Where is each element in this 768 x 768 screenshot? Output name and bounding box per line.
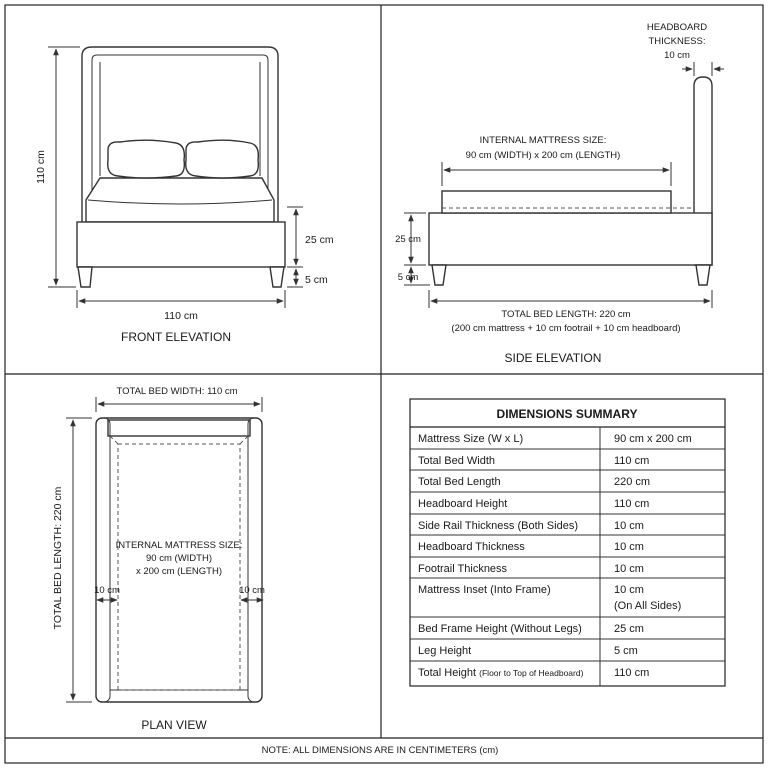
front-width-label: 110 cm	[164, 310, 198, 322]
pillow-left	[108, 140, 185, 178]
side-elevation	[395, 22, 724, 365]
plan-view	[52, 386, 265, 732]
side-elevation-title: SIDE ELEVATION	[504, 351, 602, 365]
front-elevation	[35, 47, 334, 344]
side-leg-right	[696, 265, 710, 285]
summary-row-value: 110 cm	[614, 667, 650, 679]
plan-mattress-label-2: 90 cm (WIDTH)	[146, 553, 212, 564]
summary-row-label: Side Rail Thickness (Both Sides)	[418, 520, 578, 532]
summary-row-value: 10 cm	[614, 541, 644, 553]
headboard-thickness-label-2: THICKNESS:	[648, 36, 706, 47]
summary-row-value: 25 cm	[614, 623, 644, 635]
summary-row-value: 5 cm	[614, 645, 638, 657]
plan-rail-right-label: 10 cm	[239, 585, 265, 596]
pillow-right	[186, 140, 259, 178]
front-elevation-title: FRONT ELEVATION	[120, 330, 232, 344]
summary-row-label: Footrail Thickness	[418, 563, 508, 575]
summary-row-value: 90 cm x 200 cm	[614, 433, 692, 445]
side-length-label-1: TOTAL BED LENGTH: 220 cm	[501, 309, 631, 320]
leg-left	[78, 267, 92, 287]
side-mattress-label-2: 90 cm (WIDTH) x 200 cm (LENGTH)	[465, 150, 621, 161]
summary-row-label: Mattress Inset (Into Frame)	[418, 584, 551, 596]
summary-row-value: 110 cm	[614, 498, 650, 510]
plan-length-label: TOTAL BED LENGTH: 220 cm	[52, 486, 64, 630]
summary-row-value: 110 cm	[614, 455, 650, 467]
summary-row-value: 10 cm	[614, 584, 644, 596]
summary-row-label: Bed Frame Height (Without Legs)	[418, 623, 582, 635]
summary-row-label: Leg Height	[418, 645, 472, 657]
front-height-label: 110 cm	[35, 150, 47, 184]
side-leg-label: 5 cm	[397, 272, 419, 283]
summary-row-label: Total Bed Length	[418, 476, 501, 488]
summary-row-value-note: (On All Sides)	[614, 600, 682, 612]
summary-row-value: 10 cm	[614, 563, 644, 575]
side-length-label-2: (200 cm mattress + 10 cm footrail + 10 cm headboard)	[451, 323, 681, 334]
summary-rows	[410, 433, 725, 679]
leg-right	[270, 267, 284, 287]
plan-rail-left-label: 10 cm	[94, 585, 120, 596]
side-frame-height-label: 25 cm	[395, 234, 421, 245]
front-frame-height-label: 25 cm	[305, 234, 334, 246]
summary-row-label: Mattress Size (W x L)	[418, 433, 524, 445]
summary-row-label: Headboard Height	[418, 498, 508, 510]
headboard-thickness-value: 10 cm	[664, 50, 690, 61]
front-leg-label: 5 cm	[305, 274, 328, 286]
units-note: NOTE: ALL DIMENSIONS ARE IN CENTIMETERS (cm)	[261, 745, 499, 756]
plan-width-label: TOTAL BED WIDTH: 110 cm	[116, 386, 238, 397]
summary-row-label: Headboard Thickness	[418, 541, 525, 553]
summary-row-value: 10 cm	[614, 520, 644, 532]
plan-view-title: PLAN VIEW	[141, 718, 207, 732]
plan-mattress-label-1: INTERNAL MATTRESS SIZE:	[115, 540, 243, 551]
plan-mattress-label-3: x 200 cm (LENGTH)	[135, 566, 223, 577]
side-leg-left	[432, 265, 446, 285]
headboard-thickness-label-1: HEADBOARD	[646, 22, 708, 33]
dimensions-summary-table	[410, 399, 725, 686]
side-mattress-label-1: INTERNAL MATTRESS SIZE:	[479, 135, 607, 146]
summary-row-value: 220 cm	[614, 476, 651, 488]
summary-row-label: Total Bed Width	[418, 455, 496, 467]
summary-row-label: Total Height (Floor to Top of Headboard)	[418, 667, 584, 679]
summary-title: DIMENSIONS SUMMARY	[496, 407, 638, 421]
